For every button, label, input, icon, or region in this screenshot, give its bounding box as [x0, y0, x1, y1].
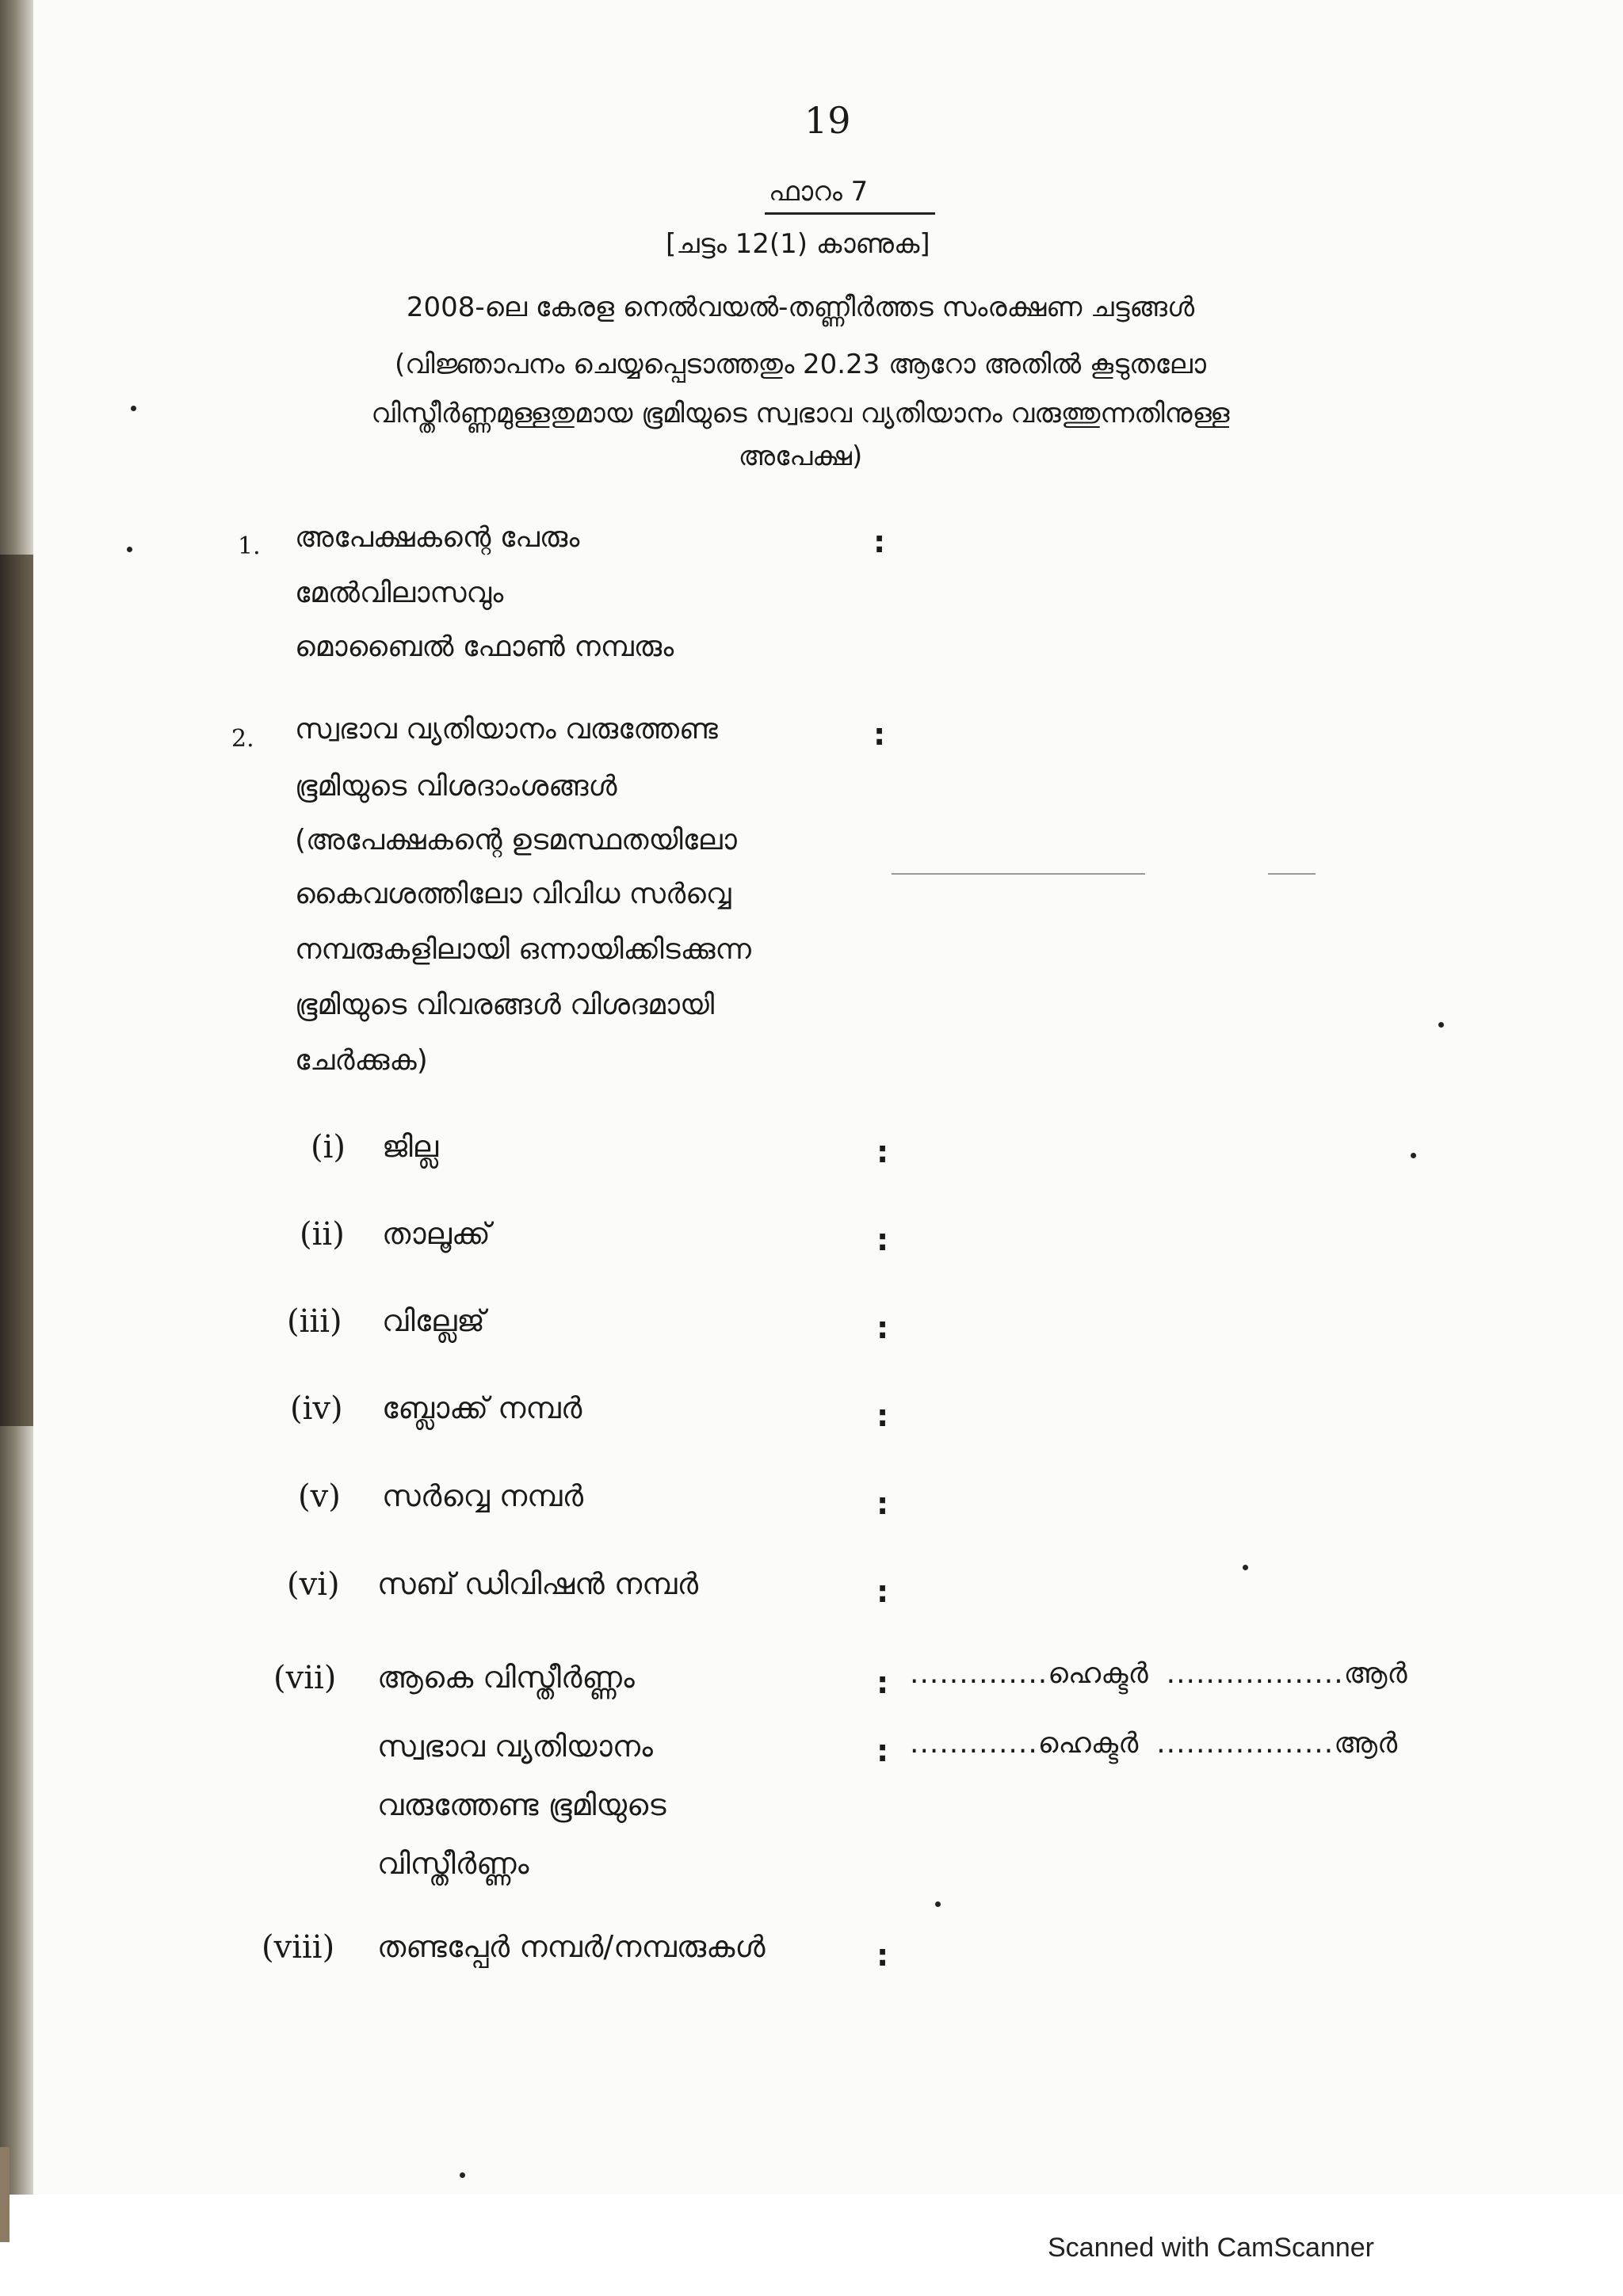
item-2-line-2: ഭൂമിയുടെ വിശദാംശങ്ങൾ [295, 770, 617, 803]
area-change-line-3: വിസ്തീർണ്ണം [377, 1846, 529, 1881]
item-2-line-3: (അപേക്ഷകന്റെ ഉടമസ്ഥതയിലോ [295, 824, 737, 856]
scan-speck [1438, 1022, 1444, 1028]
sub-item-ii-label: താലൂക്ക് [382, 1216, 491, 1251]
sub-item-iv-label: ബ്ലോക്ക് നമ്പർ [382, 1390, 582, 1425]
sub-item-vii-colon: : [876, 1665, 889, 1700]
sub-item-vii-label: ആകെ വിസ്തീർണ്ണം [377, 1660, 635, 1695]
scan-left-edge [0, 0, 33, 2195]
area-change-colon: : [876, 1733, 889, 1768]
faint-dash-line [892, 873, 1145, 875]
item-1-line-2: മേൽവിലാസവും [295, 577, 504, 609]
form-title-underline [765, 212, 935, 215]
scan-speck [127, 547, 132, 552]
sub-item-iv-colon: : [876, 1398, 889, 1433]
page-number: 19 [804, 99, 851, 142]
item-1-line-1: അപേക്ഷകന്റെ പേരും [295, 521, 580, 554]
heading-line-2: (വിജ്ഞാപനം ചെയ്യപ്പെടാത്തതും 20.23 ആറോ അതിൽ കൂടുതലോ [395, 349, 1206, 380]
area-change-line-1: സ്വഭാവ വ്യതിയാനം [377, 1729, 653, 1764]
change-are-dots: .................. [1156, 1727, 1335, 1760]
item-2-number: 2. [231, 725, 254, 753]
sub-item-iii-colon: : [876, 1310, 889, 1345]
sub-item-ii-roman: (ii) [300, 1216, 345, 1253]
are-unit: ആർ [1343, 1657, 1407, 1690]
sub-item-vi-roman: (vi) [287, 1566, 340, 1603]
sub-item-v-colon: : [876, 1486, 889, 1521]
item-2-line-6: ഭൂമിയുടെ വിവരങ്ങൾ വിശദമായി [295, 989, 715, 1021]
scan-speck [460, 2172, 465, 2178]
camscanner-watermark: Scanned with CamScanner [1048, 2233, 1375, 2263]
heading-line-3: വിസ്തീർണ്ണമുള്ളതുമായ ഭൂമിയുടെ സ്വഭാവ വ്യതിയാനം വരുത്തുന്നതിനുള്ള [371, 398, 1230, 429]
faint-dash-line [1268, 873, 1316, 875]
scan-speck [1243, 1565, 1248, 1570]
sub-item-i-roman: (i) [311, 1129, 346, 1165]
item-2-colon: : [873, 717, 886, 752]
sub-item-vi-label: സബ് ഡിവിഷൻ നമ്പർ [377, 1566, 699, 1601]
total-area-value [910, 1657, 1407, 1691]
item-2-line-1: സ്വഭാവ വ്യതിയാനം വരുത്തേണ്ട [295, 713, 718, 746]
item-1-number: 1. [238, 532, 261, 560]
area-change-line-2: വരുത്തേണ്ട ഭൂമിയുടെ [377, 1787, 666, 1822]
scan-bottom-margin [0, 2195, 1623, 2296]
sub-item-iii-roman: (iii) [287, 1303, 342, 1340]
sub-item-vi-colon: : [876, 1574, 889, 1609]
scan-speck [1411, 1153, 1416, 1158]
sub-item-iii-label: വില്ലേജ് [382, 1303, 485, 1338]
change-hectare-dots: ............. [910, 1727, 1038, 1760]
item-2-line-7: ചേർക്കുക) [295, 1044, 428, 1077]
sub-item-viii-roman: (viii) [262, 1929, 335, 1966]
sub-item-i-colon: : [876, 1135, 889, 1169]
hectare-unit: ഹെക്ടർ [1048, 1657, 1148, 1690]
item-2-line-5: നമ്പരുകളിലായി ഒന്നായിക്കിടക്കുന്ന [295, 933, 751, 966]
item-2-line-4: കൈവശത്തിലോ വിവിധ സർവ്വെ [295, 878, 731, 910]
item-1-colon: : [873, 524, 886, 559]
heading-line-4: അപേക്ഷ) [738, 441, 863, 472]
heading-line-1: 2008-ലെ കേരള നെൽവയൽ-തണ്ണീർത്തട സംരക്ഷണ ചട്ടങ്ങൾ [406, 292, 1195, 323]
are-unit: ആർ [1334, 1727, 1398, 1760]
sub-item-viii-label: തണ്ടപ്പേർ നമ്പർ/നമ്പരുകൾ [377, 1929, 766, 1964]
sub-item-iv-roman: (iv) [290, 1390, 343, 1427]
document-page [33, 0, 1623, 2195]
hectare-unit: ഹെക്ടർ [1037, 1727, 1139, 1760]
form-title: ഫാറം 7 [769, 176, 869, 208]
scan-edge-strip [0, 2147, 10, 2242]
sub-item-i-label: ജില്ല [382, 1129, 439, 1164]
area-change-value [910, 1727, 1397, 1760]
sub-item-ii-colon: : [876, 1222, 889, 1257]
sub-item-viii-colon: : [876, 1938, 889, 1973]
scan-speck [935, 1901, 941, 1907]
scan-shadow [0, 555, 33, 1426]
total-hectare-dots: .............. [910, 1657, 1048, 1690]
scan-speck [131, 406, 136, 411]
sub-item-v-roman: (v) [298, 1478, 341, 1515]
total-are-dots: .................. [1166, 1657, 1344, 1690]
sub-item-vii-roman: (vii) [273, 1660, 337, 1696]
item-1-line-3: മൊബൈൽ ഫോൺ നമ്പരും [295, 631, 674, 663]
sub-item-v-label: സർവ്വെ നമ്പർ [382, 1478, 584, 1513]
rule-reference: [ചട്ടം 12(1) കാണുക] [666, 228, 930, 260]
